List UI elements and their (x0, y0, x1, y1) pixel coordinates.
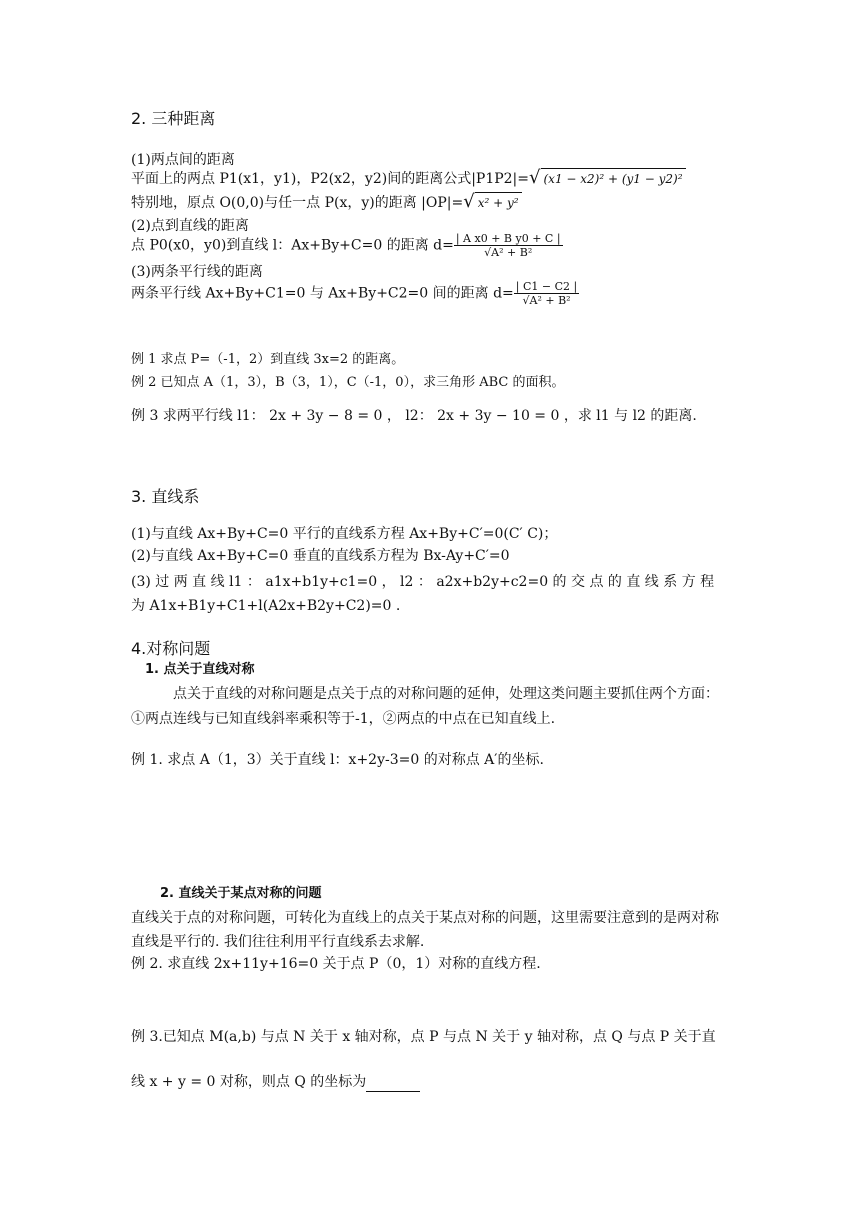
point-line-distance-text (131, 232, 563, 259)
sqrt-symbol: √ (463, 191, 475, 212)
section-2-title: 2. 三种距离 (131, 109, 216, 128)
fraction-denominator: √A² + B² (522, 294, 571, 307)
fraction-denominator: √A² + B² (484, 246, 533, 259)
sqrt-symbol: √ (529, 167, 541, 188)
example-2: 例 2 已知点 A（1，3），B（3，1），C（-1，0），求三角形 ABC 的面积。 (131, 375, 565, 390)
two-point-formula: (x1 − x2)² + (y1 − y2)² (541, 168, 686, 189)
section-3-title: 3. 直线系 (131, 487, 200, 506)
fraction-numerator: | A x0 + B y0 + C | (455, 232, 561, 245)
denominator-value: A² + B² (529, 294, 571, 307)
point-symmetry-text: 点关于直线的对称问题是点关于点的对称问题的延伸，处理这类问题主要抓住两个方面：①两点连线与已知直线斜率乘积等于-1，②两点的中点在已知直线上. (131, 686, 719, 727)
distance-two-points-text (131, 168, 686, 189)
origin-intro: 特别地，原点 O(0,0)与任一点 P(x，y)的距离 |OP|= (131, 195, 464, 211)
line-point-symmetry-text: 直线关于点的对称问题，可转化为直线上的点关于某点对称的问题，这里需要注意到的是两对称直线是平行的. 我们往往利用平行直线系去求解. (131, 910, 719, 950)
example-3-question: 线 x + y = 0 对称，则点 Q 的坐标为 (131, 1074, 367, 1090)
example-1: 例 1 求点 P=（-1，2）到直线 3x=2 的距离。 (131, 352, 405, 367)
symmetry-example-3-line1: 例 3.已知点 M(a,b) 与点 N 关于 x 轴对称，点 P 与点 N 关于 y 轴对称，点 Q 与点 P 关于直 (131, 1029, 716, 1045)
symmetry-example-2: 例 2. 求直线 2x+11y+16=0 关于点 P（0，1）对称的直线方程. (131, 956, 541, 972)
line-family-parallel: (1)与直线 Ax+By+C=0 平行的直线系方程 Ax+By+C′=0(C′ C)； (131, 526, 558, 542)
point-line-distance-label: (2)点到直线的距离 (131, 218, 249, 234)
symmetry-example-3-line2 (131, 1072, 420, 1092)
denominator-value: A² + B² (491, 246, 533, 259)
line-family-perpendicular: (2)与直线 Ax+By+C=0 垂直的直线系方程为 Bx-Ay+C′=0 (131, 548, 510, 564)
subsection-line-point-symmetry: 2. 直线关于某点对称的问题 (160, 886, 322, 901)
parallel-distance-label: (3)两条平行线的距离 (131, 264, 263, 280)
point-line-fraction (454, 232, 563, 259)
origin-distance-text (131, 192, 522, 213)
fraction-numerator: | C1 − C2 | (515, 280, 578, 293)
point-line-intro: 点 P0(x0，y0)到直线 l：Ax+By+C=0 的距离 d= (131, 237, 454, 254)
section-4-title: 4.对称问题 (131, 639, 211, 658)
distance-two-points-label: (1)两点间的距离 (131, 152, 235, 168)
parallel-fraction (514, 280, 579, 307)
subsection-point-symmetry: 1. 点关于直线对称 (145, 662, 255, 677)
symmetry-example-1: 例 1. 求点 A（1，3）关于直线 l：x+2y-3=0 的对称点 A′的坐标. (131, 752, 544, 768)
parallel-distance-text (131, 280, 579, 307)
line-family-intersection: (3) 过 两 直 线 l1 ： a1x+b1y+c1=0 ， l2 ： a2x+b2y+c2=0 的 交 点 的 直 线 系 方 程 为 A1x+B1y+C1+l(A2x+B2y+C2)=0 . (131, 574, 715, 614)
formula-intro: 平面上的两点 P1(x1，y1)，P2(x2，y2)间的距离公式|P1P2|= (131, 171, 530, 187)
answer-blank[interactable] (366, 1077, 420, 1092)
parallel-intro: 两条平行线 Ax+By+C1=0 与 Ax+By+C2=0 间的距离 d= (131, 285, 514, 302)
origin-formula: x² + y² (475, 192, 522, 213)
example-3: 例 3 求两平行线 l1： 2x + 3y − 8 = 0 ， l2： 2x + 3y − 10 = 0 ，求 l1 与 l2 的距离. (131, 408, 697, 424)
